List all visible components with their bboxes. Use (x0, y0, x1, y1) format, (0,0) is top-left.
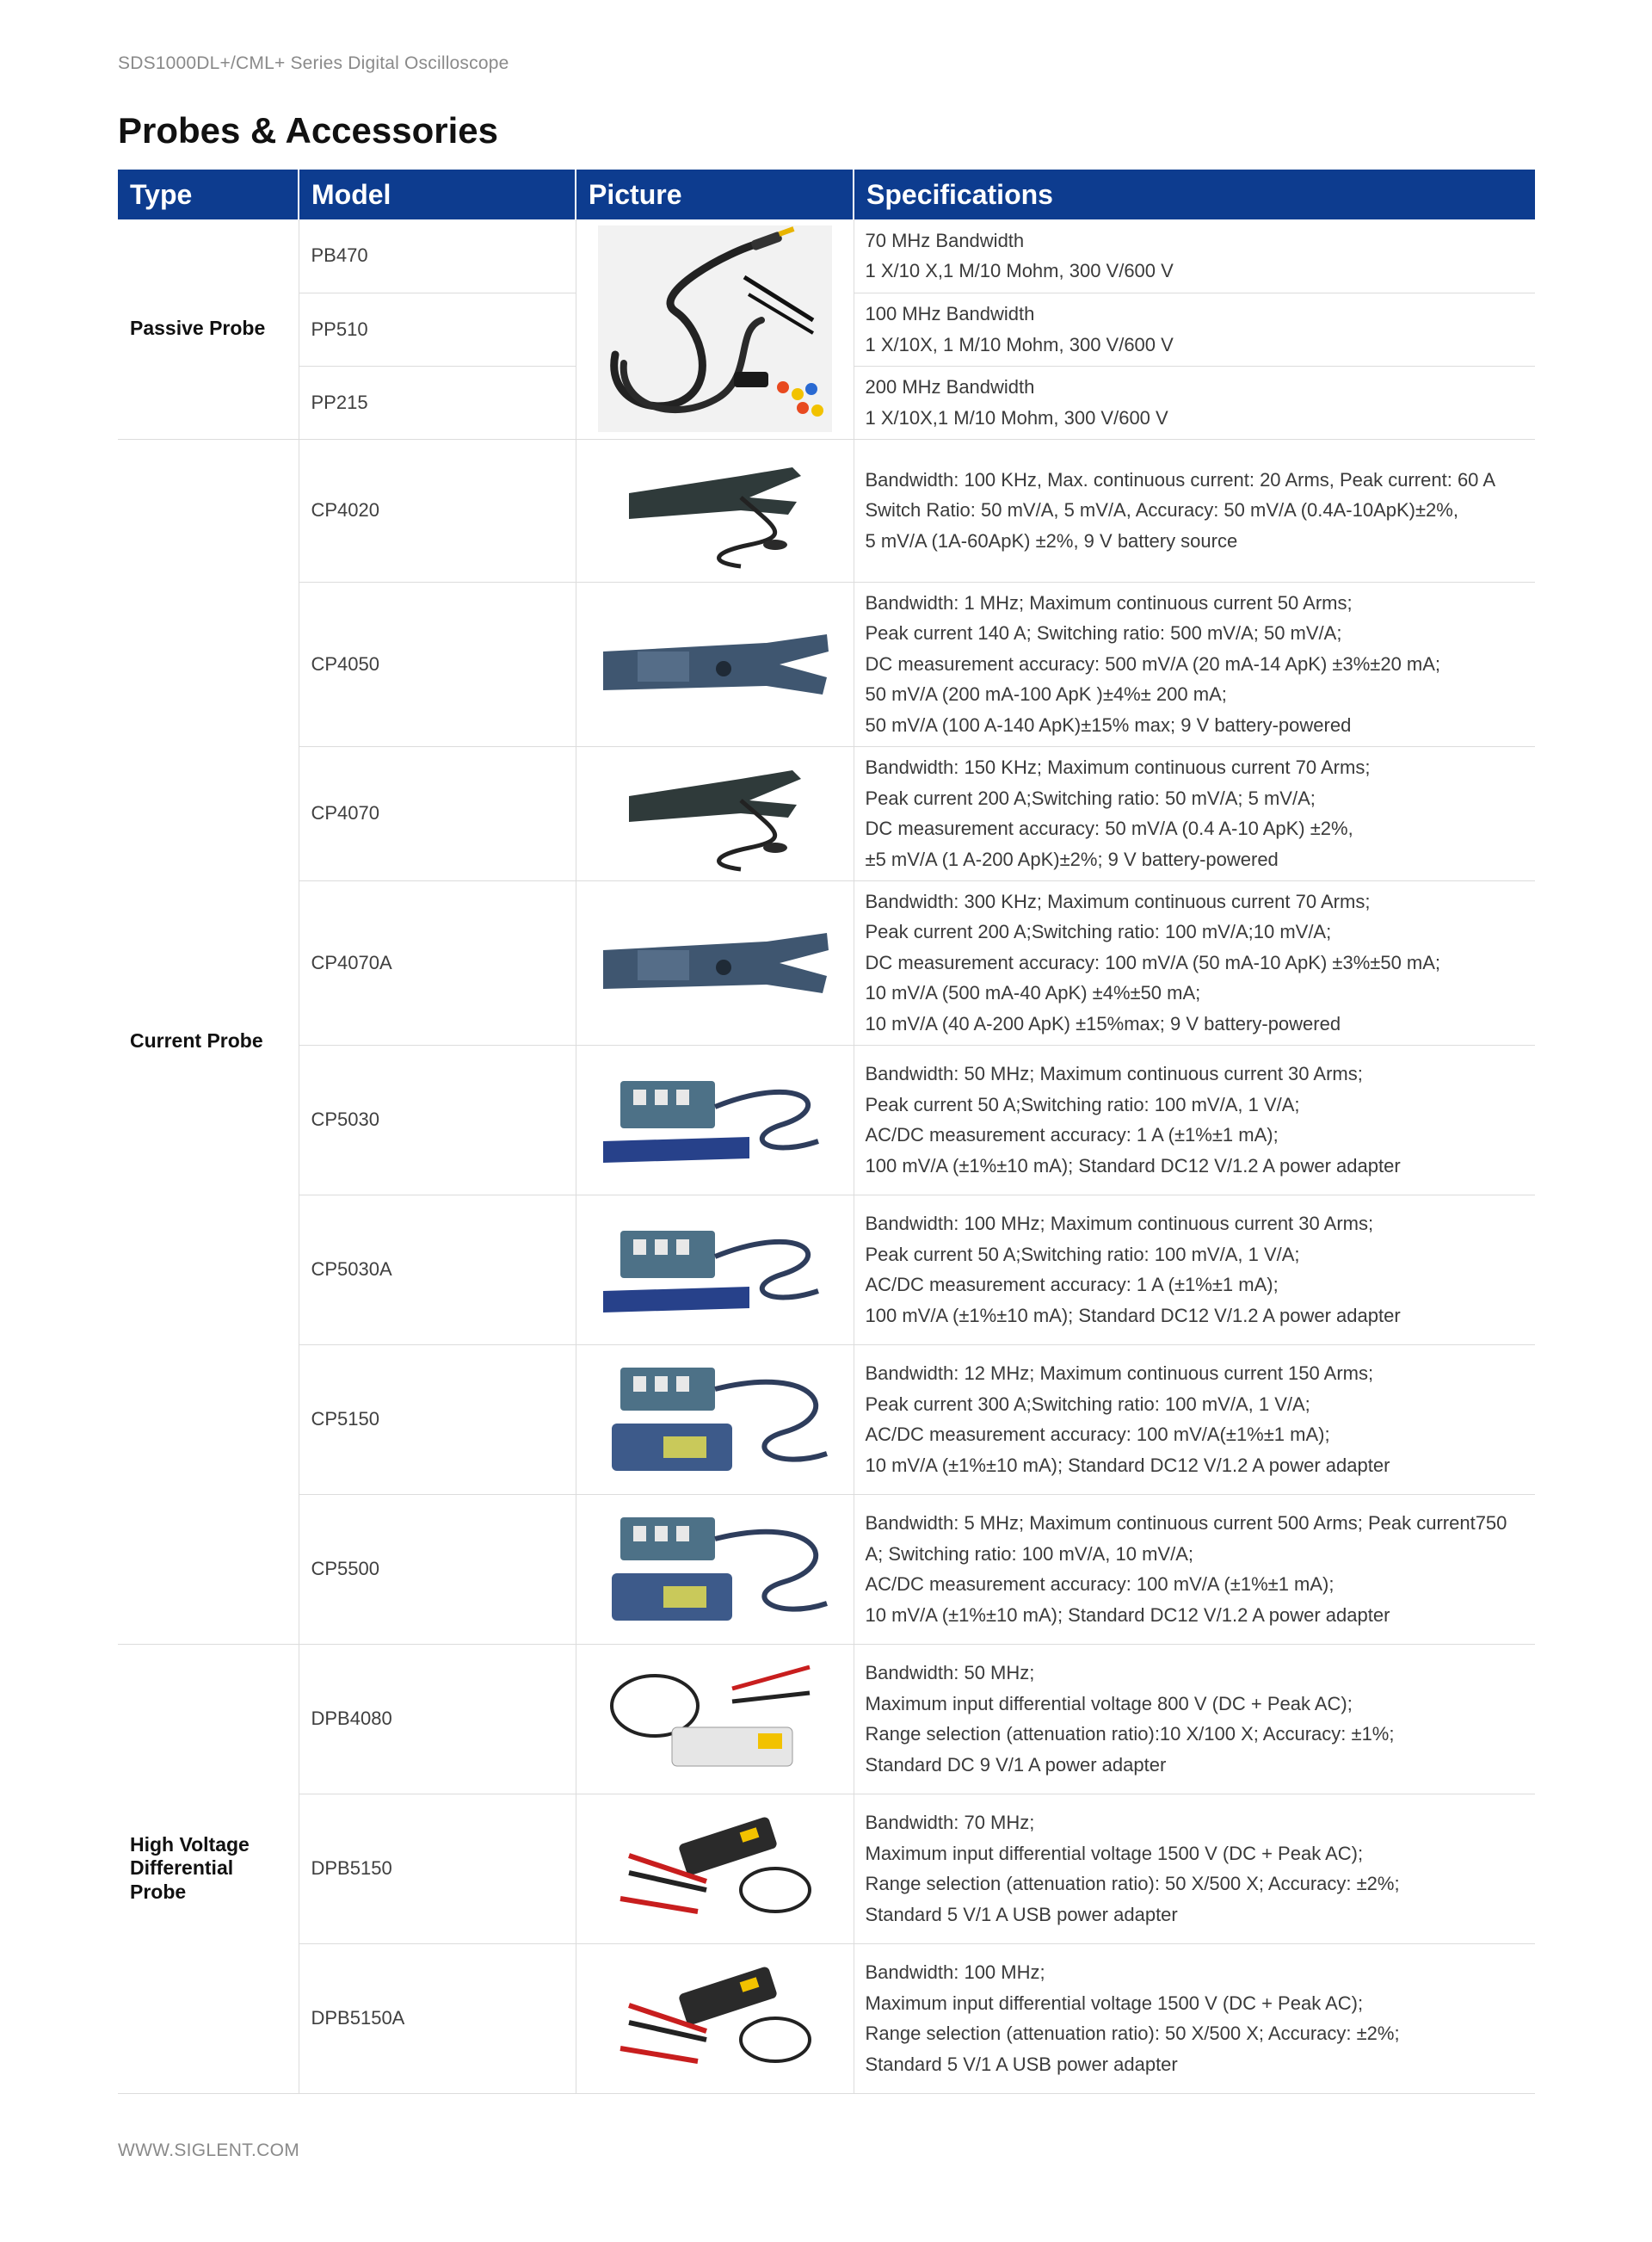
spec-cell: Bandwidth: 50 MHz; Maximum input differential voltage 800 V (DC + Peak AC); Range selection (attenuation ratio):10 X/100 X; Accuracy: ±1%; Standard DC 9 V/1 A power adapter (854, 1644, 1535, 1794)
dpb5150-picture (576, 1794, 854, 1943)
spec-cell: Bandwidth: 300 KHz; Maximum continuous current 70 Arms; Peak current 200 A;Switching ratio: 100 mV/A;10 mV/A; DC measurement accuracy: 100 mV/A (50 mA-10 ApK) ±3%±50 mA; 10 mV/A (500 mA-40 ApK) ±4%±50 mA; 10 mV/A (40 A-200 ApK) ±15%max; 9 V battery-powered (854, 880, 1535, 1045)
cp4070-clamp-image (612, 753, 818, 874)
table-row (118, 746, 1535, 880)
model-cell: CP5500 (299, 1494, 576, 1644)
model-cell: DPB5150 (299, 1794, 576, 1943)
type-current-probe: Current Probe (118, 439, 299, 1644)
table-row (118, 1494, 1535, 1644)
column-header-specifications: Specifications (854, 170, 1535, 219)
column-header-model: Model (299, 170, 576, 219)
footer-website: WWW.SIGLENT.COM (118, 2140, 299, 2160)
cp5150-probe-image (595, 1355, 835, 1484)
cp5030-probe-image (595, 1055, 835, 1184)
model-cell: CP5030 (299, 1045, 576, 1195)
table-row (118, 439, 1535, 582)
model-cell: PP215 (299, 366, 576, 439)
model-cell: CP4070 (299, 746, 576, 880)
passive-probe-image (598, 225, 832, 432)
table-header-row (118, 170, 1535, 219)
model-cell: PB470 (299, 219, 576, 293)
dpb5150a-probe-image (603, 1954, 827, 2083)
spec-cell: 100 MHz Bandwidth 1 X/10X, 1 M/10 Mohm, 300 V/600 V (854, 293, 1535, 366)
spec-cell: Bandwidth: 150 KHz; Maximum continuous current 70 Arms; Peak current 200 A;Switching ratio: 50 mV/A; 5 mV/A; DC measurement accuracy: 50 mV/A (0.4 A-10 ApK) ±2%, ±5 mV/A (1 A-200 ApK)±2%; 9 V battery-powered (854, 746, 1535, 880)
spec-cell: Bandwidth: 70 MHz; Maximum input differential voltage 1500 V (DC + Peak AC); Range selection (attenuation ratio): 50 X/500 X; Accuracy: ±2%; Standard 5 V/1 A USB power adapter (854, 1794, 1535, 1943)
cp4070-picture (576, 746, 854, 880)
table-row (118, 1195, 1535, 1344)
type-passive-probe: Passive Probe (118, 219, 299, 439)
cp4050-clamp-image (595, 600, 835, 729)
table-row (118, 880, 1535, 1045)
cp4050-picture (576, 582, 854, 746)
cp5500-picture (576, 1494, 854, 1644)
spec-cell: 200 MHz Bandwidth 1 X/10X,1 M/10 Mohm, 300 V/600 V (854, 366, 1535, 439)
table-row (118, 1943, 1535, 2093)
column-header-type: Type (118, 170, 299, 219)
cp5030-picture (576, 1045, 854, 1195)
table-row (118, 582, 1535, 746)
model-cell: CP4070A (299, 880, 576, 1045)
table-row (118, 1794, 1535, 1943)
dpb5150a-picture (576, 1943, 854, 2093)
dpb4080-probe-image (603, 1654, 827, 1783)
type-high-voltage-differential-probe: High Voltage Differential Probe (118, 1644, 299, 2093)
cp4070a-clamp-image (595, 899, 835, 1028)
table-row (118, 1344, 1535, 1494)
cp4020-clamp-image (612, 450, 818, 571)
table-row (118, 219, 1535, 293)
spec-cell: Bandwidth: 50 MHz; Maximum continuous current 30 Arms; Peak current 50 A;Switching ratio: 100 mV/A, 1 V/A; AC/DC measurement accuracy: 1 A (±1%±1 mA); 100 mV/A (±1%±10 mA); Standard DC12 V/1.2 A power adapter (854, 1045, 1535, 1195)
spec-cell: Bandwidth: 1 MHz; Maximum continuous current 50 Arms; Peak current 140 A; Switching ratio: 500 mV/A; 50 mV/A; DC measurement accuracy: 500 mV/A (20 mA-14 ApK) ±3%±20 mA; 50 mV/A (200 mA-100 ApK )±4%± 200 mA; 50 mV/A (100 A-140 ApK)±15% max; 9 V battery-powered (854, 582, 1535, 746)
cp5030a-picture (576, 1195, 854, 1344)
spec-cell: Bandwidth: 100 KHz, Max. continuous current: 20 Arms, Peak current: 60 A Switch Ratio: 50 mV/A, 5 mV/A, Accuracy: 50 mV/A (0.4A-10ApK)±2%, 5 mV/A (1A-60ApK) ±2%, 9 V battery source (854, 439, 1535, 582)
spec-cell: Bandwidth: 5 MHz; Maximum continuous current 500 Arms; Peak current750 A; Switching ratio: 100 mV/A, 10 mV/A; AC/DC measurement accuracy: 100 mV/A (±1%±1 mA); 10 mV/A (±1%±10 mA); Standard DC12 V/1.2 A power adapter (854, 1494, 1535, 1644)
table-row (118, 1045, 1535, 1195)
column-header-picture: Picture (576, 170, 854, 219)
document-header: SDS1000DL+/CML+ Series Digital Oscilloscope (118, 53, 509, 73)
cp5150-picture (576, 1344, 854, 1494)
dpb4080-picture (576, 1644, 854, 1794)
model-cell: CP4020 (299, 439, 576, 582)
section-title: Probes & Accessories (118, 110, 499, 151)
model-cell: CP5150 (299, 1344, 576, 1494)
model-cell: DPB5150A (299, 1943, 576, 2093)
table-row (118, 1644, 1535, 1794)
cp5030a-probe-image (595, 1205, 835, 1334)
model-cell: DPB4080 (299, 1644, 576, 1794)
model-cell: CP5030A (299, 1195, 576, 1344)
model-cell: PP510 (299, 293, 576, 366)
cp5500-probe-image (595, 1504, 835, 1634)
spec-cell: Bandwidth: 12 MHz; Maximum continuous current 150 Arms; Peak current 300 A;Switching ratio: 100 mV/A, 1 V/A; AC/DC measurement accuracy: 100 mV/A(±1%±1 mA); 10 mV/A (±1%±10 mA); Standard DC12 V/1.2 A power adapter (854, 1344, 1535, 1494)
passive-probe-picture (576, 219, 854, 439)
cp4020-picture (576, 439, 854, 582)
spec-cell: 70 MHz Bandwidth 1 X/10 X,1 M/10 Mohm, 300 V/600 V (854, 219, 1535, 293)
probes-table (118, 170, 1535, 2094)
spec-cell: Bandwidth: 100 MHz; Maximum input differential voltage 1500 V (DC + Peak AC); Range selection (attenuation ratio): 50 X/500 X; Accuracy: ±2%; Standard 5 V/1 A USB power adapter (854, 1943, 1535, 2093)
dpb5150-probe-image (603, 1804, 827, 1933)
cp4070a-picture (576, 880, 854, 1045)
spec-cell: Bandwidth: 100 MHz; Maximum continuous current 30 Arms; Peak current 50 A;Switching ratio: 100 mV/A, 1 V/A; AC/DC measurement accuracy: 1 A (±1%±1 mA); 100 mV/A (±1%±10 mA); Standard DC12 V/1.2 A power adapter (854, 1195, 1535, 1344)
model-cell: CP4050 (299, 582, 576, 746)
